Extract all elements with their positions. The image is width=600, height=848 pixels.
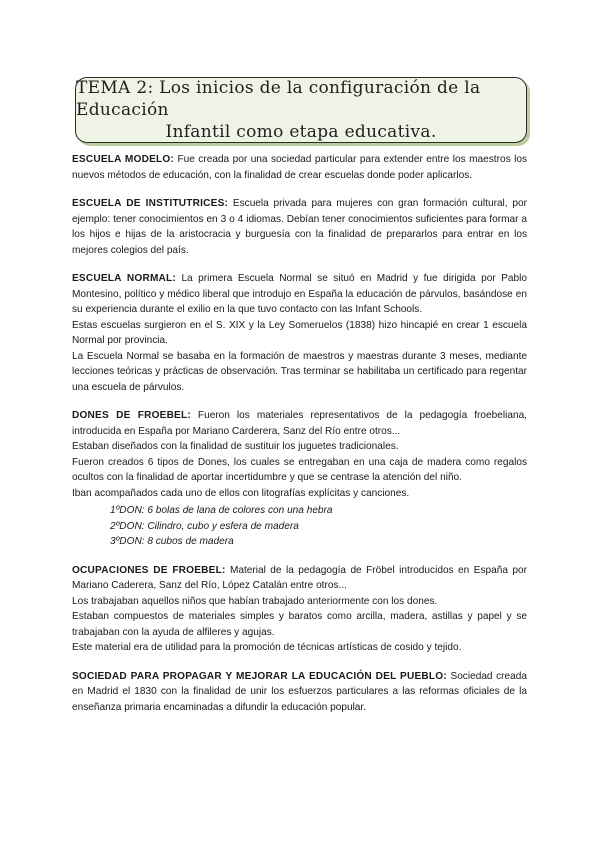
paragraph: La Escuela Normal se basaba en la formación de maestros y maestras durante 3 meses, mediante lecciones teóricas y prácticas de observación. Tras terminar se habilitaba un certificado para regentar una escuela de párvulos. xyxy=(72,350,527,393)
title-line-2: Infantil como etapa educativa. xyxy=(165,122,437,142)
section-text: Fue creada por una sociedad particular para extender entre los maestros los nuevos métodos de educación, con la finalidad de crear escuelas donde poder aplicarlos. xyxy=(72,154,527,181)
paragraph: Este material era de utilidad para la promoción de técnicas artísticas de cosido y tejido. xyxy=(72,642,462,653)
section-escuela-modelo xyxy=(72,152,527,183)
paragraph: Estaban diseñados con la finalidad de sustituir los juguetes tradicionales. xyxy=(72,441,399,452)
section-sociedad-educacion xyxy=(72,669,527,716)
section-dones-froebel xyxy=(72,408,527,550)
section-heading: OCUPACIONES DE FROEBEL: xyxy=(72,564,226,576)
section-heading: ESCUELA DE INSTITUTRICES: xyxy=(72,198,229,209)
paragraph xyxy=(72,563,527,594)
title-banner xyxy=(75,77,527,143)
section-text: Sociedad creada en Madrid el 1830 con la finalidad de unir los esfuerzos particulares a las reformas oficiales de la enseñanza primaria encaminadas a difundir la educación popular. xyxy=(72,670,527,713)
section-heading: SOCIEDAD PARA PROPAGAR Y MEJORAR LA EDUCACIÓN DEL PUEBLO: xyxy=(72,670,447,682)
section-text: Material de la pedagogía de Fröbel introducidos en España por Mariano Caderera, Sanz del Río, López Catalán entre otros... xyxy=(72,564,527,591)
paragraph xyxy=(72,152,527,183)
section-text: La primera Escuela Normal se situó en Madrid y fue dirigida por Pablo Montesino, político y médico liberal que introdujo en España la educación de párvulos, basándose en su experiencia durante el exilio en la que tuvo contacto con las Infant Schools. xyxy=(72,273,527,315)
paragraph: Estas escuelas surgieron en el S. XIX y la Ley Someruelos (1838) hizo hincapié en crear 1 escuela Normal por provincia. xyxy=(72,319,527,346)
paragraph xyxy=(72,408,527,439)
paragraph: Estaban compuestos de materiales simples y baratos como arcilla, madera, astillas y papel y se trabajaban con la ayuda de alfileres y agujas. xyxy=(72,611,527,638)
section-text: Fueron los materiales representativos de la pedagogía froebeliana, introducida en España por Mariano Carderera, Sanz del Río entre otros... xyxy=(72,410,527,437)
paragraph xyxy=(72,669,527,716)
section-heading: ESCUELA MODELO: xyxy=(72,154,174,165)
title-line-1: TEMA 2: Los inicios de la configuración de la Educación xyxy=(76,78,481,120)
paragraph: Los trabajaban aquellos niños que habían trabajado anteriormente con los dones. xyxy=(72,595,438,607)
section-escuela-normal xyxy=(72,271,527,395)
list-item: 3ºDON: 8 cubos de madera xyxy=(110,536,234,547)
list-item: 1ºDON: 6 bolas de lana de colores con una hebra xyxy=(110,505,333,516)
section-heading: DONES DE FROEBEL: xyxy=(72,410,191,421)
paragraph: Iban acompañados cada uno de ellos con litografías explícitas y canciones. xyxy=(72,487,410,499)
section-ocupaciones-froebel xyxy=(72,563,527,656)
dones-list xyxy=(72,503,527,550)
section-escuela-institutrices xyxy=(72,196,527,258)
document-body xyxy=(72,152,527,728)
section-text: Escuela privada para mujeres con gran formación cultural, por ejemplo: tener conocimientos en 3 o 4 idiomas. Debían tener conocimientos suficientes para formar a los hijos e hijas de la aristocracia y burguesía con la finalidad de prepararlos para entrar en los mejores colegios del país. xyxy=(72,198,527,256)
paragraph xyxy=(72,196,527,258)
paragraph: Fueron creados 6 tipos de Dones, los cuales se entregaban en una caja de madera como regalos ocultos con la finalidad de aportar incertidumbre y que se centrase la atención del niño. xyxy=(72,456,527,483)
paragraph xyxy=(72,271,527,318)
section-heading: ESCUELA NORMAL: xyxy=(72,273,176,284)
list-item: 2ºDON: Cilindro, cubo y esfera de madera xyxy=(110,520,299,532)
